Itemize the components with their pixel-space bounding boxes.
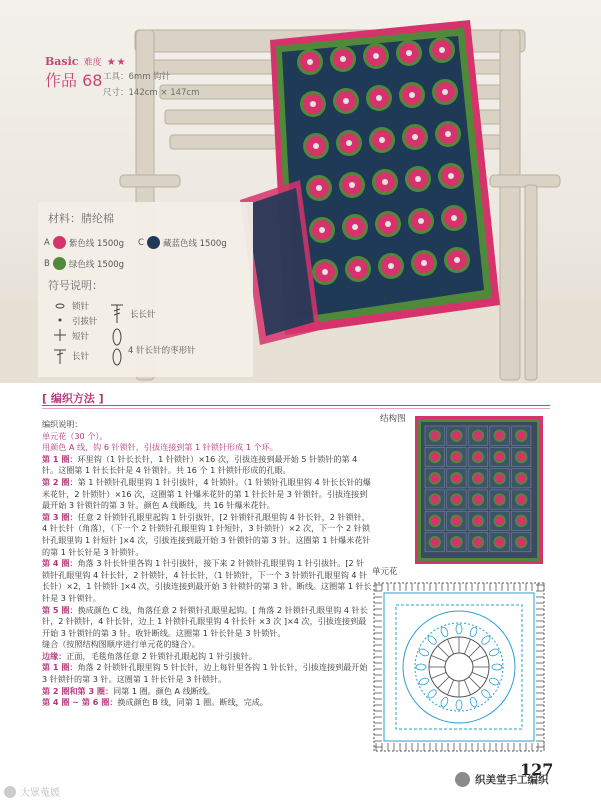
unit-cluster — [416, 664, 426, 670]
unit-cluster — [440, 696, 449, 708]
edge — [42, 651, 372, 663]
unit-cluster — [426, 688, 437, 699]
unit-spoke — [448, 680, 454, 695]
blanket-flower-center — [322, 269, 328, 275]
blanket-flower-center — [454, 257, 460, 263]
edge-text: 正面，毛毯角落任意 2 针锁针孔眼起钩 1 针引拔针。 — [66, 650, 257, 661]
wechat-icon — [455, 772, 470, 787]
unit-cluster — [418, 648, 430, 657]
grid-flower — [452, 516, 461, 525]
grid-flower — [495, 453, 504, 462]
round-2-label: 第 2 圈： — [42, 476, 78, 487]
unit-flower-label: 单元花 — [372, 567, 398, 577]
grid-flower — [452, 453, 461, 462]
round-3 — [42, 512, 372, 558]
grid-flower — [517, 431, 526, 440]
unit-cluster — [456, 700, 462, 710]
unit-cluster — [418, 677, 430, 686]
materials-title: 材料：腈纶棉 — [48, 212, 114, 225]
grid-flower — [474, 474, 483, 483]
unit-spoke — [472, 672, 487, 678]
symbol-chain: 锁针 — [72, 302, 90, 312]
grid-flower — [474, 453, 483, 462]
edge-round-2-3 — [42, 686, 372, 698]
round-4-label: 第 4 圈： — [42, 558, 78, 569]
difficulty-stars: ★★ — [106, 57, 127, 68]
grid-flower — [452, 474, 461, 483]
symbol-cluster: 4 针长针的枣形针 — [128, 346, 196, 356]
blanket-flower-center — [388, 263, 394, 269]
blanket-flower-center — [316, 185, 322, 191]
symbol-single: 短针 — [72, 332, 90, 342]
blanket-flower-center — [439, 47, 445, 53]
unit-spoke — [438, 646, 449, 657]
grid-flower — [474, 516, 483, 525]
edge-round-1-text: 角落 2 针锁针孔眼里钩 5 针长针，边上每针里各钩 1 针长针，引拔连接到最开始 3 针锁针的第 3 针。这圈第 1 针长针是 3 针锁针。 — [42, 662, 368, 685]
material-a-text: 紫色线 1500g — [68, 238, 125, 249]
grid-flower — [430, 538, 439, 547]
blanket-flower-center — [415, 176, 421, 182]
size-text: 尺寸：142cm × 147cm — [103, 88, 200, 98]
grid-flower — [495, 538, 504, 547]
unit-spoke — [464, 639, 470, 654]
blanket-flower-center — [451, 215, 457, 221]
edge-round-4-6-label: 第 4 圈 ~ 第 6 圈： — [42, 697, 118, 708]
round-2-text: 第 1 针锁针孔眼里钩 1 针引拔针，4 针锁针。（1 针锁针孔眼里钩 4 针长长针的爆米花针，2 针锁针）×16 次，这圈第 1 针爆米花针的第 1 针长针是 3 针锁针。引拔连接到最开始 3 针锁针的第 3 针。颜色 A 线断线，共 16 针爆米花针。 — [42, 476, 371, 511]
unit-spoke — [464, 680, 470, 695]
grid-flower — [517, 453, 526, 462]
basic-label: Basic — [45, 55, 79, 68]
blanket-flower-center — [379, 137, 385, 143]
watermark-right — [455, 772, 549, 787]
blanket-flower-center — [313, 143, 319, 149]
grid-flower — [495, 431, 504, 440]
unit-flower-chart — [368, 577, 550, 757]
grid-flower — [517, 516, 526, 525]
round-5-label: 第 5 圈： — [42, 604, 78, 615]
grid-flower — [474, 495, 483, 504]
blanket-flower-center — [319, 227, 325, 233]
instructions-intro: 编织说明： — [42, 419, 83, 429]
weibo-icon — [4, 786, 16, 798]
unit-cluster — [469, 626, 478, 638]
blanket-photo — [0, 0, 601, 383]
round-1-text: 环里钩（1 针长长针，1 针锁针）×16 次，引拔连接到最开始 5 针锁针的第 4 针。这圈第 1 针长长针是 4 针锁针。共 16 个 1 针锁针形成的孔眼。 — [42, 453, 358, 476]
unit-spoke — [431, 656, 446, 662]
edge-round-4-6-text: 换成颜色 B 线，同第 1 圈。断线，完成。 — [117, 697, 268, 708]
round-2 — [42, 477, 372, 512]
edge-round-2-3-label: 第 2 圈和第 3 圈： — [42, 685, 114, 696]
material-a-code: A — [44, 237, 50, 248]
unit-cluster — [488, 648, 500, 657]
grid-flower — [517, 495, 526, 504]
round-5 — [42, 605, 372, 640]
blanket-flower-center — [448, 173, 454, 179]
round-3-label: 第 3 圈： — [42, 511, 78, 522]
edge-round-4-6 — [42, 697, 372, 709]
unit-cluster — [488, 677, 500, 686]
material-c-code: C — [138, 237, 144, 248]
blanket-flower-center — [445, 131, 451, 137]
edge-round-1 — [42, 662, 372, 685]
unit-spoke — [438, 677, 449, 688]
unit-spoke — [431, 672, 446, 678]
unit-cluster — [456, 624, 462, 634]
grid-flower — [430, 474, 439, 483]
blanket-flower-center — [355, 266, 361, 272]
grid-flower — [517, 474, 526, 483]
material-b-code: B — [44, 258, 50, 269]
symbol-slip: 引拔针 — [72, 317, 98, 327]
blanket-flower-center — [346, 140, 352, 146]
grid-flower — [430, 453, 439, 462]
round-1 — [42, 454, 372, 477]
round-3-text: 任意 2 针锁针孔眼里起钩 1 针引拔针，[2 针锁针孔眼里钩 4 针长针，2 针锁针，4 针长针（角落），（下一个 2 针锁针孔眼里钩 1 针短针，3 针锁针）×2 次，下一个 2 针锁针孔眼里钩 1 针短针 ]×4 次，引拔连接到最开始 3 针锁针的第 3 针。这圈第 1 针爆米花针的第 1 针长针是 3 针锁针。 — [42, 511, 371, 557]
blanket — [240, 20, 500, 345]
unit-count: 单元花（30 个）。 — [42, 430, 108, 441]
unit-cluster — [440, 626, 449, 638]
blanket-flower-center — [409, 92, 415, 98]
grid-flower — [474, 431, 483, 440]
blanket-flower-center — [385, 221, 391, 227]
grid-flower — [495, 495, 504, 504]
divider — [42, 405, 550, 406]
materials-panel — [38, 202, 253, 377]
blanket-flower-center — [310, 101, 316, 107]
grid-flower — [430, 495, 439, 504]
watermark-left — [4, 784, 60, 799]
work-header — [45, 50, 200, 98]
watermark-right-text: 织美堂手工编织 — [475, 774, 549, 786]
watermark-left-text: 大眾蒐媛 — [20, 788, 60, 799]
page-number: 127 — [520, 760, 554, 779]
material-b-text: 绿色线 1500g — [68, 259, 125, 270]
symbol-double: 长长针 — [130, 310, 156, 320]
material-c-text: 藏蓝色线 1500g — [162, 238, 227, 249]
symbols-title: 符号说明： — [48, 279, 103, 292]
structure-diagram — [415, 416, 543, 564]
start-ring: 用颜色 A 线，钩 6 针锁针，引拔连接到第 1 针锁针形成 1 个环。 — [42, 442, 278, 453]
tool-text: 工具：6mm 钩针 — [103, 72, 171, 82]
blanket-flower-center — [349, 182, 355, 188]
divider-secondary — [42, 408, 550, 409]
method-title: [ 编织方法 ] — [42, 392, 104, 405]
unit-spoke — [469, 677, 480, 688]
round-5-text: 换成颜色 C 线，角落任意 2 针锁针孔眼里起钩。[ 角落 2 针锁针孔眼里钩 4 针长针，2 针锁针，4 针长针，边上 1 针锁针孔眼里钩 4 针长针 ×3 次 ]×4 次，引拔连接到最开始 3 针锁针的第 3 针。收针断线。这圈第 1 针长针是 3 针锁针。 — [42, 604, 368, 638]
unit-spoke — [472, 656, 487, 662]
blanket-flower-center — [418, 218, 424, 224]
grid-flower — [452, 431, 461, 440]
grid-flower — [495, 474, 504, 483]
round-1-label: 第 1 圈： — [42, 453, 78, 464]
grid-flower — [517, 538, 526, 547]
grid-flower — [430, 516, 439, 525]
blanket-flower-center — [412, 134, 418, 140]
unit-cluster — [480, 688, 491, 699]
blanket-flower-center — [442, 89, 448, 95]
structure-label: 结构图 — [380, 414, 406, 424]
blanket-flower-center — [406, 50, 412, 56]
difficulty-label: 难度 — [83, 58, 102, 68]
blanket-flower-center — [307, 59, 313, 65]
instructions-text — [42, 419, 372, 709]
blanket-flower-center — [376, 95, 382, 101]
grid-flower — [452, 538, 461, 547]
join-text: 缝合（按照结构图顺序进行单元花的缝合）。 — [42, 639, 200, 650]
grid-flower — [452, 495, 461, 504]
edge-round-2-3-text: 同第 1 圈。颜色 A 线断线。 — [113, 685, 216, 696]
unit-cluster — [469, 696, 478, 708]
symbol-half-double: 长针 — [72, 352, 90, 362]
blanket-flower-center — [343, 98, 349, 104]
blanket-flower-center — [421, 260, 427, 266]
edge-round-1-label: 第 1 圈： — [42, 662, 78, 673]
unit-cluster — [492, 664, 502, 670]
work-title: 作品 68 — [45, 71, 103, 90]
blanket-flower-center — [352, 224, 358, 230]
blanket-flower-center — [373, 53, 379, 59]
grid-flower — [430, 431, 439, 440]
unit-spoke — [469, 646, 480, 657]
grid-flower — [495, 516, 504, 525]
unit-spoke — [448, 639, 454, 654]
round-4 — [42, 558, 372, 604]
blanket-flower-center — [382, 179, 388, 185]
edge-label: 边缘： — [42, 650, 67, 661]
blanket-flower-center — [340, 56, 346, 62]
round-4-text: 角落 3 针长针里各钩 1 针引拔针，接下来 2 针锁针孔眼里钩 1 针引拔针。[2 针锁针孔眼里钩 4 针长针，2 针锁针，4 针长针，（1 针锁针，下一个 3 针锁针孔眼里钩 4 针长针）×2，1 针锁针 ]×4 次，引拔连接到最开始 3 针锁针的第 3 针。断线。这圈第 1 针长针是 3 针锁针。 — [42, 558, 372, 603]
grid-flower — [474, 538, 483, 547]
